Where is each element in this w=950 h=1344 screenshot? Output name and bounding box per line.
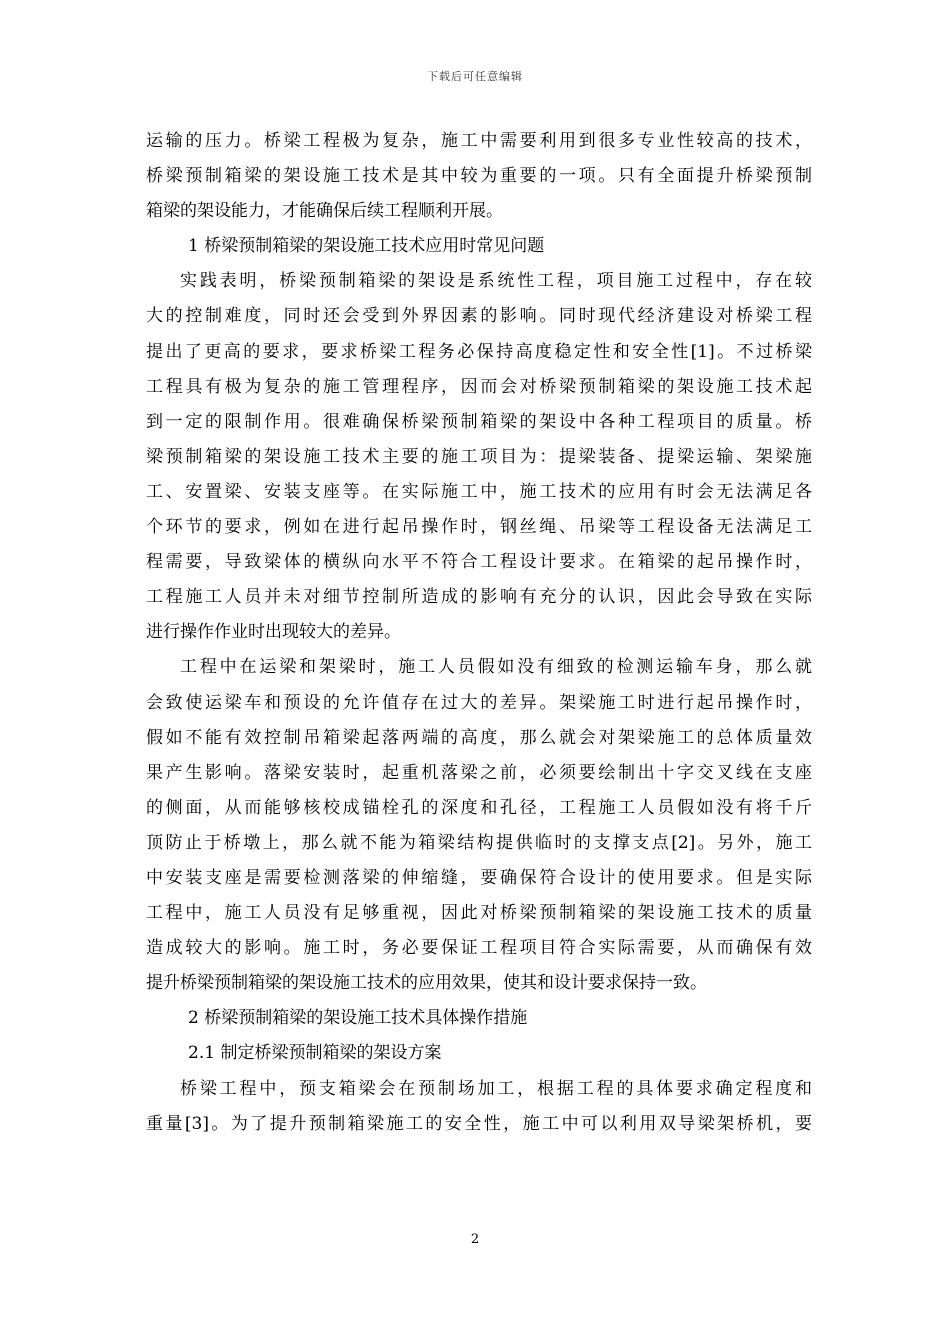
text-line: 工、安置梁、安装支座等。在实际施工中，施工技术的应用有时会无法满足各 [146,481,812,502]
text-line: 大的控制难度，同时还会受到外界因素的影响。同时现代经济建设对桥梁工程 [146,306,812,327]
text-line: 桥梁工程中，预支箱梁会在预制场加工，根据工程的具体要求确定程度和 [180,1078,812,1099]
text-line: 个环节的要求，例如在进行起吊操作时，钢丝绳、吊梁等工程设备无法满足工 [146,517,812,538]
text-line: 果产生影响。落梁安装时，起重机落梁之前，必须要绘制出十字交叉线在支座 [146,762,812,783]
text-line: 程需要，导致梁体的横纵向水平不符合工程设计要求。在箱梁的起吊操作时， [146,552,812,573]
section-heading-1: 1 桥梁预制箱梁的架设施工技术应用时常见问题 [188,236,545,257]
text-line: 桥梁预制箱梁的架设施工技术是其中较为重要的一项。只有全面提升桥梁预制 [146,166,812,187]
text-line: 工程具有极为复杂的施工管理程序，因而会对桥梁预制箱梁的架设施工技术起 [146,376,812,397]
text-line: 提升桥梁预制箱梁的架设施工技术的应用效果，使其和设计要求保持一致。 [146,973,707,994]
text-line: 的侧面，从而能够核校成锚栓孔的深度和孔径，工程施工人员假如没有将千斤 [146,797,812,818]
text-line: 工程施工人员并未对细节控制所造成的影响有充分的认识，因此会导致在实际 [146,587,812,608]
text-line: 箱梁的架设能力，才能确保后续工程顺利开展。 [146,201,503,222]
subsection-heading-2-1: 2.1 制定桥梁预制箱梁的架设方案 [188,1043,442,1064]
section-heading-2: 2 桥梁预制箱梁的架设施工技术具体操作措施 [188,1008,528,1029]
text-line: 重量[3]。为了提升预制箱梁施工的安全性，施工中可以利用双导梁架桥机，要 [146,1113,812,1134]
text-line: 工程中在运梁和架梁时，施工人员假如没有细致的检测运输车身，那么就 [180,657,812,678]
page-header: 下载后可任意编辑 [427,70,523,83]
page-number: 2 [470,1232,480,1247]
text-line: 实践表明，桥梁预制箱梁的架设是系统性工程，项目施工过程中，存在较 [180,271,812,292]
text-line: 梁预制箱梁的架设施工技术主要的施工项目为：提梁装备、提梁运输、架梁施 [146,446,812,467]
text-line: 运输的压力。桥梁工程极为复杂，施工中需要利用到很多专业性较高的技术， [146,131,812,151]
text-line: 进行操作作业时出现较大的差异。 [146,622,401,643]
document-body [146,124,812,1142]
text-line: 顶防止于桥墩上，那么就不能为箱梁结构提供临时的支撑支点[2]。另外，施工 [146,832,812,853]
text-line: 造成较大的影响。施工时，务必要保证工程项目符合实际需要，从而确保有效 [146,938,812,959]
text-line: 工程中，施工人员没有足够重视，因此对桥梁预制箱梁的架设施工技术的质量 [146,903,812,924]
text-line: 提出了更高的要求，要求桥梁工程务必保持高度稳定性和安全性[1]。不过桥梁 [146,341,812,362]
text-line: 到一定的限制作用。很难确保桥梁预制箱梁的架设中各种工程项目的质量。桥 [146,411,812,432]
text-line: 中安装支座是需要检测落梁的伸缩缝，要确保符合设计的使用要求。但是实际 [146,867,812,888]
text-line: 假如不能有效控制吊箱梁起落两端的高度，那么就会对架梁施工的总体质量效 [146,727,812,748]
text-line: 会致使运梁车和预设的允许值存在过大的差异。架梁施工时进行起吊操作时， [146,692,812,713]
